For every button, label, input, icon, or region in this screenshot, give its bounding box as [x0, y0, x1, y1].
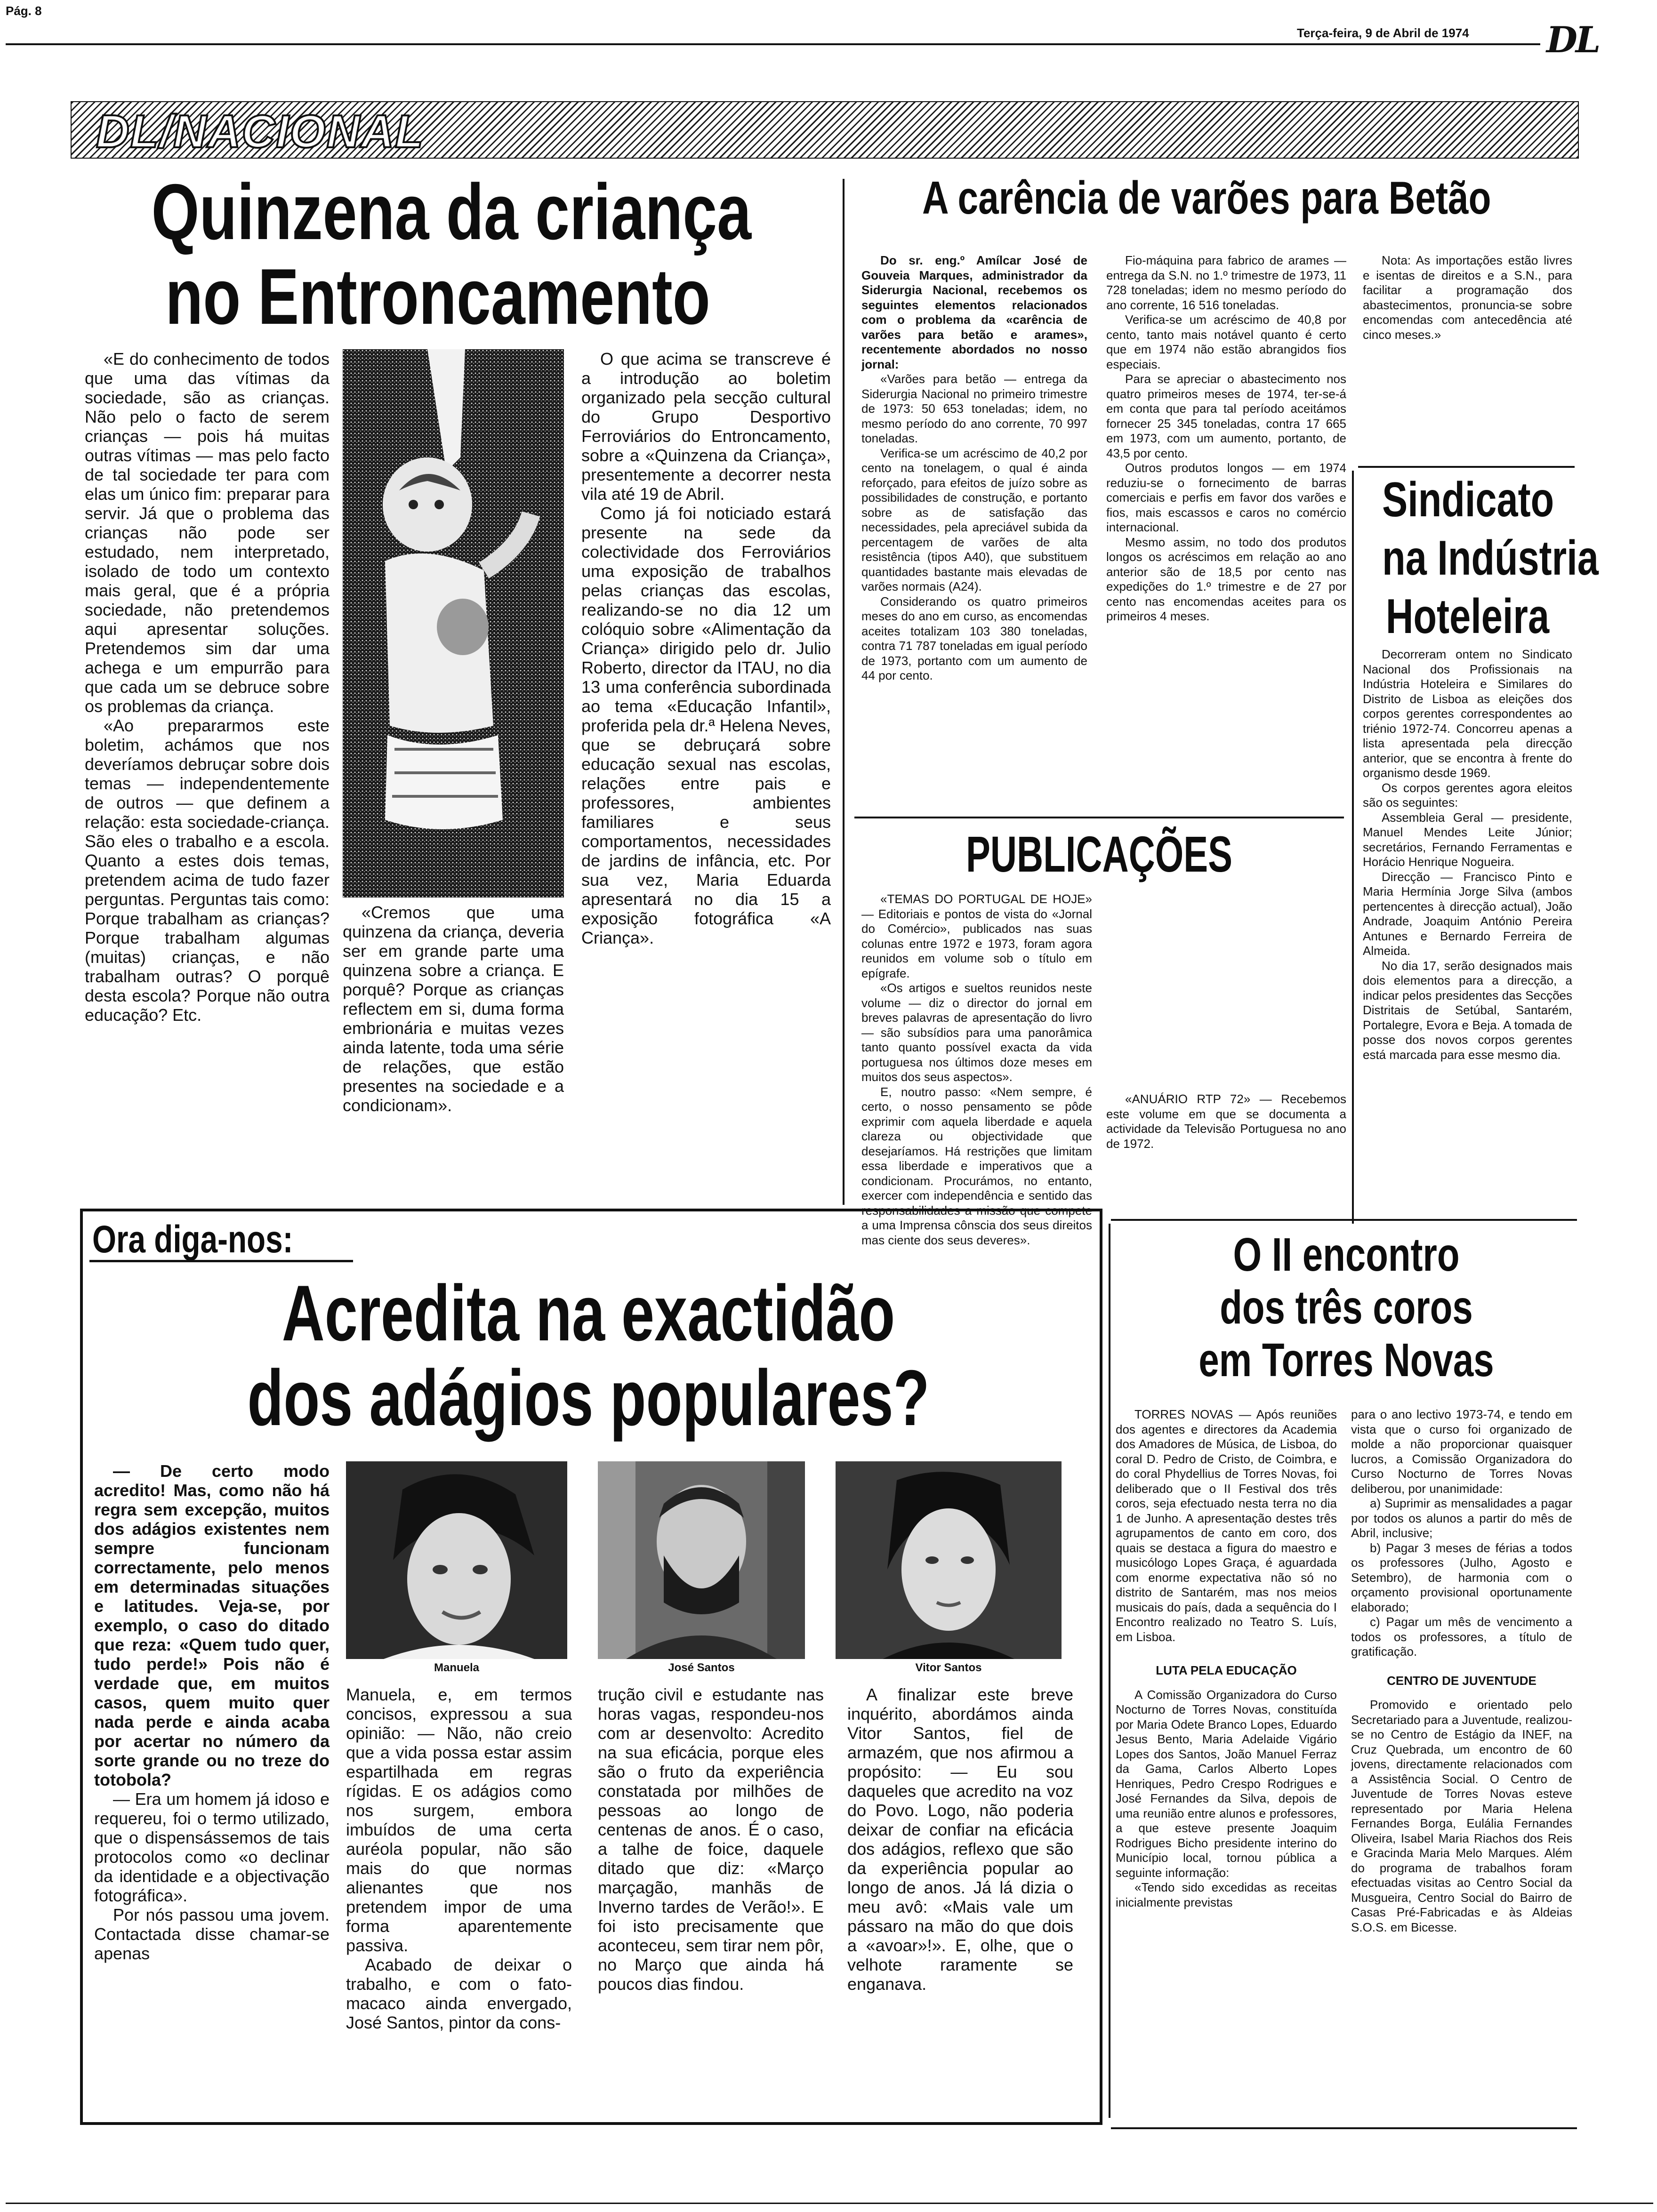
column-divider: [1109, 1224, 1110, 2118]
betao-column-1: [861, 253, 1087, 832]
portrait-image: [836, 1461, 1062, 1659]
issue-date: Terça-feira, 9 de Abril de 1974: [1297, 26, 1469, 40]
sindicato-paragraph: Direcção — Francisco Pinto e Maria Hermínia Jorge Silva (ambos pertencentes à direcção actual), João Andrade, Joaquim António Pereira Antunes e Bernardo Ferreira de Almeida.: [1363, 869, 1572, 958]
rule: [854, 817, 1344, 818]
adagios-column-3: [598, 1685, 824, 2116]
portrait-photo-vitor-santos: [836, 1461, 1062, 1659]
betao-paragraph: Verifica-se um acréscimo de 40,8 por cento, tanto mais notável quanto é certo que em 1974 não estão abrangidos fios especiais.: [1106, 313, 1346, 371]
newspaper-logo: DL: [1546, 19, 1599, 61]
publicacoes-paragraph: «TEMAS DO PORTUGAL DE HOJE» — Editoriais e pontos de vista do «Jornal do Comércio», publicados nas suas colunas entre 1972 e 1973, foram agora reunidos em volume sob o título em epígrafe.: [861, 892, 1092, 980]
betao-column-3: [1363, 253, 1572, 456]
child-photo-image: [343, 349, 564, 898]
betao-lead: Do sr. eng.º Amílcar José de Gouveia Marques, administrador da Siderurgia Nacional, recebemos os seguintes elementos relacionados com o problema da «carência de varões para betão e arames», recentemente abordados no nosso jornal:: [861, 253, 1087, 371]
portrait-photo-jose-santos: [598, 1461, 805, 1659]
child-photo: [343, 349, 564, 898]
adagios-paragraph: A finalizar este breve inquérito, abordámos ainda Vitor Santos, fiel de armazém, que nos afirmou a propósito: — Eu sou daqueles que acredito na voz do Povo. Logo, não poderia deixar de confiar na eficácia dos adágios, reflexo que são da experiência popular ao longo de anos. Já lá dizia o meu avô: «Mais vale um pássaro na mão do que dois a «avoar»!». E, olhe, que o velhote raramente se enganava.: [847, 1685, 1073, 1994]
adagios-paragraph: — Era um homem já idoso e requereu, foi o termo utilizado, que o dispensássemos de tais protocolos como «o declinar da identidade e a objectivação fotográfica».: [94, 1789, 330, 1905]
sindicato-paragraph: No dia 17, serão designados mais dois elementos para a direcção, a indicar pelos presidentes das Secções Distritais de Setúbal, Santarém, Portalegre, Evora e Beja. A tomada de posse dos novos corpos gerentes está marcada para esse mesmo dia.: [1363, 958, 1572, 1062]
coros-headline-line1: O II encontro: [1233, 1228, 1460, 1281]
coros-paragraph: TORRES NOVAS — Após reuniões dos agentes e directores da Academia dos Amadores de Música, de Lisboa, do coral D. Pedro de Cristo, de Coimbra, e do coral Phydellius de Torres Novas, foi deliberado que o II Festival dos três coros, seja efectuado nesta terra no dia 1 de Junho. A apresentação destes três agrupamentos de canto em coro, dos quais se destaca a figura do maestro e musicólogo Lopes Graça, é aguardada com enorme expectativa não só no distrito de Santarém, mas nos meios musicais do país, dada a sequência do I Encontro realizado no Teatro S. Luís, em Lisboa.: [1116, 1407, 1337, 1644]
adagios-paragraph: Manuela, e, em termos concisos, expressou a sua opinião: — Não, não creio que a vida possa estar assim espartilhada em regras rígidas. E os adágios como nos surgem, embora imbuídos de uma certa auréola popular, não são mais do que normas alienantes que nos pretendem impor de uma forma aparentemente passiva.: [346, 1685, 572, 1955]
coros-headline-line3: em Torres Novas: [1199, 1334, 1494, 1387]
portrait-image: [346, 1461, 567, 1659]
adagios-column-2: [346, 1685, 572, 2116]
page-number: Pág. 8: [6, 4, 42, 18]
adagios-paragraph: Por nós passou uma jovem. Contactada disse chamar-se apenas: [94, 1905, 330, 1963]
crianca-headline-line2: no Entroncamento: [165, 252, 710, 341]
coros-paragraph: a) Suprimir as mensalidades a pagar por todos os alunos a partir do mês de Abril, inclusive;: [1351, 1496, 1572, 1540]
section-banner: [71, 101, 1579, 159]
feature-kicker: Ora diga-nos:: [92, 1218, 293, 1261]
coros-paragraph: b) Pagar 3 meses de férias a todos os professores (Julho, Agosto e Setembro), de harmonia com o orçamento provisional oportunamente elaborado;: [1351, 1540, 1572, 1614]
coros-paragraph: para o ano lectivo 1973-74, e tendo em vista que o curso foi organizado de molde a não proporcionar quaisquer lucros, a Comissão Organizadora do Curso Nocturno de Torres Novas deliberou, por unanimidade:: [1351, 1407, 1572, 1496]
column-divider: [1352, 471, 1354, 1224]
coros-paragraph: c) Pagar um mês de vencimento a todos os professores, a título de gratificação.: [1351, 1615, 1572, 1659]
betao-paragraph: Nota: As importações estão livres e isentas de direitos e a S.N., para facilitar a programação dos abastecimentos, pronuncia-se sobre encomendas com antecedência até cinco meses.»: [1363, 253, 1572, 342]
sindicato-column: [1363, 647, 1572, 1221]
crianca-paragraph: «Cremos que uma quinzena da criança, deveria ser em grande parte uma quinzena sobre a criança. E porquê? Porque as crianças reflectem em si, duma forma embrionária e muitas vezes ainda latente, toda uma série de relações, que estão presentes na sociedade e a condicionam».: [343, 903, 564, 1115]
coros-headline-line2: dos três coros: [1220, 1281, 1473, 1334]
publicacoes-paragraph: «ANUÁRIO RTP 72» — Recebemos este volume em que se documenta a actividade da Televisão Portuguesa no ano de 1972.: [1106, 1092, 1346, 1151]
sindicato-headline-line2: na Indústria: [1382, 531, 1599, 585]
coros-column-1: [1116, 1407, 1337, 2118]
sindicato-paragraph: Decorreram ontem no Sindicato Nacional dos Profissionais na Indústria Hoteleira e Similares do Distrito de Lisboa as eleições dos corpos gerentes correspondentes ao triénio 1972-74. Concorreu apenas a lista apresentada pela direcção anterior, que se encontra à frente do organismo desde 1969.: [1363, 647, 1572, 780]
sindicato-paragraph: Assembleia Geral — presidente, Manuel Mendes Leite Júnior; secretários, Fernando Ferramentas e Horácio Henrique Nogueira.: [1363, 810, 1572, 869]
crianca-paragraph: Como já foi noticiado estará presente na sede da colectividade dos Ferroviários uma exposição de trabalhos pelas crianças das escolas, realizando-se no dia 12 um colóquio sobre «Alimentação da Criança» dirigido pelo dr. Julio Roberto, director da ITAU, no dia 13 uma conferência subordinada ao tema «Educação Infantil», proferida pela dr.ª Helena Neves, que se debruçará sobre educação sexual nas escolas, relações entre pais e professores, ambientes familiares e seus comportamentos, necessidades de jardins de infância, etc. Por sua vez, Maria Eduarda apresentará no dia 15 a exposição fotográfica «A Criança».: [581, 504, 831, 947]
column-divider: [843, 179, 845, 1205]
coros-paragraph: A Comissão Organizadora do Curso Nocturno de Torres Novas, constituída por Maria Odete Branco Lopes, Eduardo Jesus Bento, Maria Adelaide Vigário Lopes dos Santos, João Manuel Ferraz da Gama, Carlos Alberto Lopes Henriques, Pedro Crespo Rodrigues e José Fernandes da Silva, depois de uma reunião entre alunos e professores, a que esteve presente Joaquim Rodrigues Bicho presidente interino do Município local, tornou pública a seguinte informação:: [1116, 1687, 1337, 1880]
portrait-image: [598, 1461, 805, 1659]
adagios-paragraph: — De certo modo acredito! Mas, como não há regra sem excepção, muitos dos adágios existentes nem sempre funcionam correctamente, pelo menos em determinadas situações e latitudes. Veja-se, por exemplo, o caso do ditado que reza: «Quem tudo quer, tudo perde!» Pois não é verdade que, em muitos casos, quem muito quer nada perde e ainda acaba por acertar no número da sorte grande ou no treze do totobola?: [94, 1461, 330, 1789]
coros-headline: [1116, 1228, 1577, 1387]
betao-paragraph: Fio-máquina para fabrico de arames — entrega da S.N. no 1.º trimestre de 1973, 11 728 toneladas; idem no mesmo período do ano corrente, 16 516 toneladas.: [1106, 253, 1346, 312]
publicacoes-paragraph: E, noutro passo: «Nem sempre, é certo, o nosso pensamento se pôde exprimir com aquela liberdade e aquela clareza ou objectividade que desejaríamos. Há restrições que limitam essa liberdade e imperativos que a condicionam. Procurámos, no entanto, exercer com independência e sentido das responsabilidades a missão que compete a uma Imprensa cônscia dos seus direitos mas ciente dos seus deveres».: [861, 1084, 1092, 1247]
publicacoes-column-2: [1106, 1092, 1346, 1224]
betao-paragraph: Para se apreciar o abastecimento nos quatro primeiros meses de 1974, ter-se-á em conta que para tal período aceitámos fornecer 25 345 toneladas, contra 17 665 em 1973, com um aumento, portanto, de 43,5 por cento.: [1106, 372, 1346, 460]
page-bottom-rule: [6, 2203, 1653, 2204]
betao-paragraph: «Varões para betão — entrega da Siderurgia Nacional no primeiro trimestre de 1973: 50 653 toneladas; idem, no mesmo período do ano corrente, 70 997 toneladas.: [861, 372, 1087, 445]
adagios-paragraph: trução civil e estudante nas horas vagas, respondeu-nos com ar desenvolto: Acredito na sua eficácia, porque eles são o fruto da experiência constatada por milhões de pessoas ao longo de centenas de anos. É o caso, a talhe de foice, daquele ditado que diz: «Março marçagão, manhãs de Inverno tardes de Verão!». E foi isto precisamente que aconteceu, sem tirar nem pôr, no Março que ainda há poucos dias findou.: [598, 1685, 824, 1994]
betao-headline: A carência de varões para Betão: [922, 172, 1491, 224]
adagios-headline-line2: dos adágios populares?: [247, 1354, 930, 1442]
coros-column-2: [1351, 1407, 1572, 2118]
photo-caption: José Santos: [668, 1661, 735, 1674]
crianca-column-2: [343, 903, 564, 1223]
betao-paragraph: Considerando os quatro primeiros meses do ano em curso, as encomendas aceites totalizam 103 380 toneladas, contra 71 787 toneladas em igual período de 1973, portanto com um aumento de 44 por cento.: [861, 594, 1087, 682]
sindicato-headline-line1: Sindicato: [1382, 473, 1554, 527]
rule: [1358, 466, 1575, 468]
rule: [1111, 1219, 1577, 1221]
sindicato-paragraph: Os corpos gerentes agora eleitos são os seguintes:: [1363, 780, 1572, 809]
header-rule: [6, 43, 1540, 45]
bottom-rule: [1111, 2127, 1577, 2129]
adagios-headline-line1: Acredita na exactidão: [282, 1269, 895, 1357]
crianca-headline: [71, 169, 805, 339]
adagios-paragraph: Acabado de deixar o trabalho, e com o fato-macaco ainda envergado, José Santos, pintor da cons-: [346, 1955, 572, 2032]
publicacoes-paragraph: «Os artigos e sueltos reunidos neste volume — diz o director do jornal em breves palavras de apresentação do livro — são subsídios para uma panorâmica tanto quanto possível exacta da vida portuguesa nos últimos doze meses em muitos dos seus aspectos».: [861, 981, 1092, 1084]
crianca-headline-line1: Quinzena da criança: [151, 168, 752, 256]
crianca-paragraph: O que acima se transcreve é a introdução ao boletim organizado pela secção cultural do Grupo Desportivo Ferroviários do Entroncamento, sobre a «Quinzena da Criança», presentemente a decorrer nesta vila até 19 de Abril.: [581, 349, 831, 504]
coros-subhead: LUTA PELA EDUCAÇÃO: [1156, 1663, 1297, 1677]
crianca-column-3: [581, 349, 831, 1225]
betao-paragraph: Verifica-se um acréscimo de 40,2 por cento na tonelagem, o qual é ainda reforçado, para efeitos de juízo sobre as possibilidades de construção, e portanto sobre as de satisfação das necessidades, pela apreciável subida da percentagem de varões de alta resistência (tipos A40), que substituem quantidades bastante mais elevadas de varões normais (A24).: [861, 446, 1087, 593]
crianca-paragraph: «E do conhecimento de todos que uma das vítimas da sociedade, são as crianças. Não pelo o facto de serem crianças — pois há muitas outras vítimas — mas pelo facto de tal sociedade ter para com elas um único fim: preparar para servir. Já que o problema das crianças não pode ser estudado, nem interpretado, isolado de todo um contexto mais geral, que é a própria sociedade, não pretendemos aqui apresentar soluções. Pretendemos sim dar uma achega e um empurrão para que cada um se debruce sobre os problemas da criança.: [85, 349, 330, 716]
publicacoes-headline: PUBLICAÇÕES: [966, 825, 1232, 882]
section-label: DL/NACIONAL: [96, 105, 425, 157]
sindicato-headline-line3: Hoteleira: [1385, 589, 1550, 644]
adagios-column-4: [847, 1685, 1073, 2116]
coros-paragraph: Promovido e orientado pelo Secretariado para a Juventude, realizou-se no Centro de Estágio da INEF, na Cruz Quebrada, um encontro de 60 jovens, directamente relacionados com a Assistência Social. O Centro de Juventude de Torres Novas esteve representado por Maria Helena Fernandes Borga, Eulália Fernandes Oliveira, Isabel Maria Riachos dos Reis e Gracinda Maria Melo Marques. Além do programa de trabalhos foram efectuadas visitas ao Centro Social da Musgueira, Centro Social do Bairro de Casas Pré-Fabricadas e às Aldeias S.O.S. em Bicesse.: [1351, 1698, 1572, 1934]
crianca-column-1: [85, 349, 330, 1225]
portrait-photo-manuela: [346, 1461, 567, 1659]
betao-paragraph: Mesmo assim, no todo dos produtos longos os acréscimos em relação ao ano anterior são de 18,5 por cento nas expedições do 1.º trimestre e de 27 por cento nas encomendas aceites para os primeiros 4 meses.: [1106, 535, 1346, 623]
adagios-column-1: [94, 1461, 330, 2116]
coros-subhead: CENTRO DE JUVENTUDE: [1387, 1673, 1536, 1688]
photo-caption: Manuela: [434, 1661, 480, 1674]
crianca-paragraph: «Ao prepararmos este boletim, achámos que nos deveríamos debruçar sobre dois temas — independentemente de outros — que definem a relação: esta sociedade-criança. São eles o trabalho e a escola. Quanto a estes dois temas, pretendem acima de tudo fazer perguntas. Perguntas tais como: Porque trabalham as crianças? Porque trabalham algumas (muitas) crianças, e não trabalham outras? O porquê desta escola? Porque não outra educação? Etc.: [85, 716, 330, 1025]
sindicato-headline: [1358, 471, 1599, 646]
adagios-headline: [89, 1271, 1087, 1440]
coros-paragraph: «Tendo sido excedidas as receitas inicialmente previstas: [1116, 1880, 1337, 1909]
photo-caption: Vitor Santos: [915, 1661, 982, 1674]
betao-paragraph: Outros produtos longos — em 1974 reduziu-se o fornecimento de barras comerciais e perfis em favor dos varões e fios, mais escassos e caros no comércio internacional.: [1106, 461, 1346, 534]
publicacoes-column-1: [861, 892, 1092, 1247]
betao-column-2: [1106, 253, 1346, 832]
feature-kicker-panel: [89, 1217, 353, 1262]
